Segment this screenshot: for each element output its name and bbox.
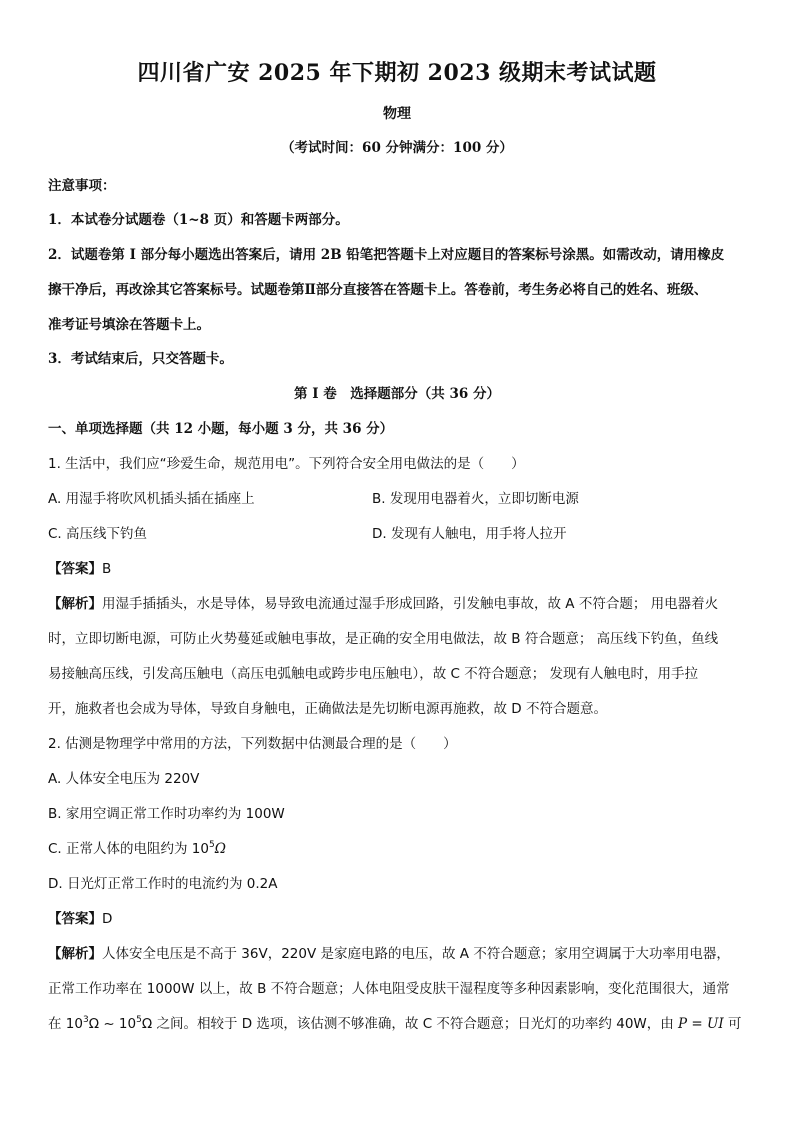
q2-answer-value: D [102,911,113,927]
q1-analysis-line-4: 开，施救者也会成为导体，导致自身触电，正确做法是先切断电源再施救，故 D 不符合题意。 [48,701,607,717]
section-title: 第 I 卷 选择题部分（共 36 分） [294,386,500,402]
q2-option-c [48,837,226,857]
q2-option-b: B. 家用空调正常工作时功率约为 100W [48,806,285,822]
notes-item-2-line-3: 准考证号填涂在答题卡上。 [48,317,210,333]
q2-analysis-exponent-1: 3 [82,1015,89,1025]
q2-analysis-exponent-2: 5 [136,1015,142,1025]
q2-analysis-text-1: 人体安全电压是不高于 36V，220V 是家庭电路的电压，故 A 不符合题意；家用空调属于大功率用电器， [102,946,730,962]
notes-heading: 注意事项： [48,178,116,194]
q1-option-b: B. 发现用电器着火，立即切断电源 [372,491,579,507]
q2-analysis-text-3d: 可 [723,1016,742,1032]
notes-item-3: 3．考试结束后，只交答题卡。 [48,351,233,367]
q1-option-d: D. 发现有人触电，用手将人拉开 [372,526,567,542]
q2-analysis-text-3b: Ω ~ 10 [88,1016,137,1032]
q1-option-c: C. 高压线下钓鱼 [48,526,148,542]
q2-option-d: D. 日光灯正常工作时的电流约为 0.2A [48,876,278,892]
part-heading: 一、单项选择题（共 12 小题，每小题 3 分，共 36 分） [48,421,394,437]
q1-answer-label: 【答案】 [48,561,102,577]
q2-option-a: A. 人体安全电压为 220V [48,771,200,787]
q1-answer [48,557,111,577]
exam-time-info: （考试时间：60 分钟满分：100 分） [281,140,513,156]
q2-stem: 2. 估测是物理学中常用的方法，下列数据中估测最合理的是（ ） [48,736,457,752]
q2-analysis-text-3c: Ω 之间。相较于 D 选项，该估测不够准确，故 C 不符合题意；日光灯的功率约 40W，由 [141,1016,679,1032]
q2-analysis-label: 【解析】 [48,946,102,962]
q2-analysis-line-3 [48,1012,742,1032]
q1-analysis-line-2: 时，立即切断电源，可防止火势蔓延或触电事故，是正确的安全用电做法，故 B 符合题意； 高压线下钓鱼，鱼线 [48,631,719,647]
q2-analysis-text-3a: 在 10 [48,1016,83,1032]
exam-title: 四川省广安 2025 年下期初 2023 级期末考试试题 [137,60,657,86]
q2-answer-label: 【答案】 [48,911,102,927]
q2-answer [48,907,112,927]
q1-answer-value: B [102,561,112,577]
q2-analysis-formula: P = UI [678,1016,724,1032]
q2-option-c-exponent: 5 [208,840,215,850]
q2-option-c-text: C. 正常人体的电阻约为 10 [48,841,209,857]
q1-analysis-line-1 [48,592,718,612]
q1-stem: 1. 生活中，我们应“珍爱生命，规范用电”。下列符合安全用电做法的是（ ） [48,456,525,472]
subject-title: 物理 [383,106,411,122]
q2-analysis-line-2: 正常工作功率在 1000W 以上，故 B 不符合题意；人体电阻受皮肤干湿程度等多种因素影响，变化范围很大，通常 [48,981,730,997]
q1-analysis-label: 【解析】 [48,596,102,612]
q2-analysis-line-1 [48,942,730,962]
q2-option-c-unit: Ω [214,841,226,857]
notes-item-2-line-2: 擦干净后，再改涂其它答案标号。试题卷第Ⅱ部分直接答在答题卡上。答卷前，考生务必将自己的姓名、班级、 [48,282,708,298]
notes-item-1: 1．本试卷分试题卷（1~8 页）和答题卡两部分。 [48,212,349,228]
notes-item-2-line-1: 2．试题卷第 I 部分每小题选出答案后，请用 2B 铅笔把答题卡上对应题目的答案标号涂黑。如需改动，请用橡皮 [48,247,725,263]
q1-analysis-line-3: 易接触高压线，引发高压触电（高压电弧触电或跨步电压触电），故 C 不符合题意； 发现有人触电时，用手拉 [48,666,699,682]
q1-analysis-text-1: 用湿手插插头，水是导体，易导致电流通过湿手形成回路，引发触电事故，故 A 不符合题； 用电器着火 [102,596,719,612]
q1-option-a: A. 用湿手将吹风机插头插在插座上 [48,491,255,507]
